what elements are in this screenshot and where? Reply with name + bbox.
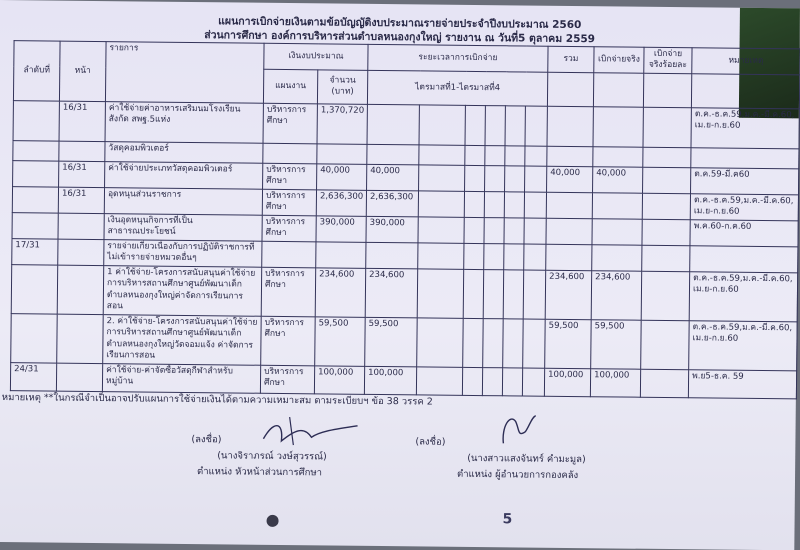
cell-amount: 390,000 [316,216,366,243]
cell-quarter-2 [419,165,465,191]
page-number: 5 [502,511,513,528]
cell-quarter-1 [367,104,419,145]
cell-seq [13,101,59,141]
cell-quarter-5 [505,106,525,146]
sign-left-name: (นางจิราภรณ์ วงษ์สุวรรณ์) [217,450,327,463]
cell-quarter-6 [524,244,546,270]
cell-quarter-1: 59,500 [365,317,418,366]
cell-remark: พ.ค.60-ก.ค.60 [690,220,798,247]
cell-quarter-4 [484,192,504,218]
cell-quarter-4 [483,318,504,367]
cell-quarter-5 [505,146,525,166]
cell-quarter-2 [418,217,464,243]
cell-quarter-6 [523,270,546,319]
cell-percent [643,147,691,168]
cell-seq [13,141,59,161]
cell-plan: บริหารการศึกษา [263,103,317,144]
header-page: หน้า [59,41,106,101]
cell-percent [641,320,690,369]
cell-remark: ต.ค.-ธ.ค.59,ม.ค.-มี.ค.60, เม.ย-ก.ย.60 [691,108,799,149]
cell-plan [263,143,317,164]
cell-quarter-5 [502,367,522,395]
header-total-blank [547,72,593,106]
cell-actual: 234,600 [591,271,642,320]
cell-plan: บริหารการศึกษา [262,215,316,242]
cell-plan: บริหารการศึกษา [263,163,317,190]
cell-quarter-4 [485,166,505,192]
cell-item: 1 ค่าใช้จ่าย-โครงการสนับสนุนค่าใช้จ่ายการบริหารสถานศึกษาศูนย์พัฒนาเด็กตำบลหนองกุงใหญ่ค่าจัดการเรียนการสอน [103,266,262,317]
cell-percent [643,107,691,148]
cell-quarter-3 [464,243,484,269]
cell-quarter-4 [484,218,504,244]
cell-total [547,106,593,146]
cell-plan: บริหารการศึกษา [261,267,316,316]
cell-quarter-2 [418,243,464,269]
cell-percent [642,245,690,272]
table-row [11,265,798,322]
cell-quarter-6 [524,192,546,218]
cell-amount: 2,636,300 [316,190,366,217]
header-plan: แผนงาน [263,69,317,104]
table-body [10,101,799,399]
cell-amount [317,144,367,165]
cell-item: รายจ่ายเกี่ยวเนื่องกับการปฏิบัติราชการที่ไม่เข้ารายจ่ายหมวดอื่นๆ [104,240,262,268]
cell-actual: 100,000 [590,368,640,397]
cell-total [546,244,592,270]
cell-amount [316,242,366,269]
cell-quarter-1: 100,000 [364,366,416,395]
cell-actual [593,147,643,168]
cell-seq [11,265,58,314]
cell-item: ค่าใช้จ่าย-ค่าจัดซื้อวัสดุกีฬาสำหรับหมู่บ้าน [102,363,260,393]
cell-quarter-6 [525,106,547,146]
cell-percent [642,219,690,246]
cell-remark [690,246,798,273]
cell-page [56,363,102,391]
header-remark: หมายเหตุ [692,48,800,75]
cell-quarter-2 [416,367,462,395]
cell-remark: ต.ค.-ธ.ค.59,ม.ค.-มี.ค.60, เม.ย-ก.ย.60 [689,321,798,371]
cell-page: 16/31 [59,101,105,141]
cell-seq: 17/31 [12,239,58,265]
header-percent: เบิกจ่ายจริงร้อยละ [644,47,692,73]
cell-percent [641,271,690,320]
cell-actual: 40,000 [593,167,643,194]
cell-remark: ต.ค.-ธ.ค.59,ม.ค.-มี.ค.60, เม.ย-ก.ย.60 [690,194,798,221]
disbursement-table [10,40,800,399]
header-actual: เบิกจ่ายจริง [594,47,644,73]
cell-plan: บริหารการศึกษา [261,316,316,365]
cell-amount: 1,370,720 [317,104,367,145]
cell-remark: ต.ค.59-มี.ค60 [691,168,799,195]
cell-quarter-3 [465,105,485,145]
cell-quarter-3 [462,367,482,395]
cell-seq [11,313,58,362]
header-amount: จำนวน (บาท) [317,70,367,105]
punch-hole [266,515,278,527]
sign-right-name: (นางสาวแสงจันทร์ คำมะมูล) [467,452,586,466]
cell-actual: 59,500 [591,320,642,369]
cell-page: 16/31 [59,161,105,187]
header-remark-blank [691,74,799,109]
cell-amount: 59,500 [315,317,366,366]
remark-note: หมายเหตุ **ในกรณีจำเป็นอาจปรับแผนการใช้จ่ายเงินได้ตามความเหมาะสม ตามระเบียบฯ ข้อ 38 วรรค 2 [1,392,433,408]
cell-total: 40,000 [547,166,593,192]
cell-total: 234,600 [545,270,592,319]
cell-plan: บริหารการศึกษา [262,189,316,216]
cell-quarter-2 [418,191,464,217]
cell-total [546,192,592,218]
cell-percent [642,193,690,220]
header-quarters: ไตรมาสที่1-ไตรมาสที่4 [367,70,547,106]
cell-total: 100,000 [544,368,590,396]
header-total: รวม [548,46,594,72]
title-line-1: แผนการเบิกจ่ายเงินตามข้อบัญญัติงบประมาณรายจ่ายประจำปีงบประมาณ 2560 [218,15,582,32]
cell-quarter-3 [464,217,484,243]
cell-quarter-5 [505,166,525,192]
cell-quarter-5 [503,270,524,319]
header-period: ระยะเวลาการเบิกจ่าย [368,44,548,72]
cell-quarter-3 [463,269,484,318]
cell-quarter-6 [522,368,544,396]
cell-seq [13,161,59,187]
cell-page [58,239,104,265]
cell-actual [593,107,643,148]
cell-plan [262,241,316,268]
cell-quarter-4 [482,367,502,395]
header-budget: เงินงบประมาณ [264,43,368,70]
cell-quarter-2 [417,269,464,318]
cell-quarter-3 [464,191,484,217]
cell-quarter-1 [366,242,418,269]
cell-page [57,265,104,314]
cell-quarter-4 [485,106,505,146]
sign-right-position: ตำแหน่ง ผู้อำนวยการกองคลัง [457,468,579,482]
cell-actual [592,193,642,220]
cell-total [546,218,592,244]
cell-quarter-2 [419,105,465,145]
signature-left [253,411,363,452]
cell-remark: ต.ค.-ธ.ค.59,ม.ค.-มี.ค.60, เม.ย-ก.ย.60 [689,272,798,322]
cell-total [547,146,593,166]
header-actual-blank [593,73,643,108]
cell-quarter-1: 2,636,300 [366,190,418,217]
cell-page [57,314,104,363]
cell-percent [640,369,688,398]
cell-quarter-1: 234,600 [365,268,418,317]
cell-item: วัสดุคอมพิวเตอร์ [105,142,263,164]
header-percent-blank [643,73,691,108]
cell-quarter-1: 390,000 [366,216,418,243]
cell-quarter-4 [483,270,504,319]
cell-actual [592,245,642,272]
cell-seq: 24/31 [10,362,56,390]
title-line-2: ส่วนการศึกษา องค์การบริหารส่วนตำบลหนองกุงใหญ่ รายงาน ณ วันที่5 ตุลาคม 2559 [204,29,596,46]
cell-quarter-1: 40,000 [367,164,419,191]
header-seq: ลำดับที่ [13,41,60,101]
cell-quarter-5 [503,319,524,368]
cell-seq [12,187,58,213]
cell-quarter-3 [463,318,484,367]
cell-item: ค่าใช้จ่ายค่าอาหารเสริมนมโรงเรียนสังกัด สพฐ.5แห่ง [105,102,263,144]
cell-percent [643,167,691,194]
cell-page: 16/31 [58,187,104,213]
cell-quarter-6 [525,146,547,166]
cell-quarter-3 [465,145,485,165]
cell-amount: 234,600 [315,268,366,317]
cell-remark [691,148,799,169]
table-row [11,313,798,370]
cell-item: เงินอุดหนุนกิจการที่เป็นสาธารณประโยชน์ [104,214,262,242]
sign-left-label: (ลงชื่อ) [191,434,222,446]
cell-quarter-4 [485,146,505,166]
cell-quarter-2 [419,145,465,165]
cell-page [58,213,104,239]
cell-plan: บริหารการศึกษา [260,365,314,394]
cell-seq [12,213,58,239]
cell-quarter-6 [525,166,547,192]
cell-quarter-1 [367,144,419,165]
cell-item: ค่าใช้จ่ายประเภทวัสดุคอมพิวเตอร์ [105,162,263,190]
signature-right [489,407,549,448]
cell-quarter-6 [523,319,546,368]
cell-quarter-2 [417,318,464,367]
sign-right-label: (ลงชื่อ) [415,436,446,448]
cell-quarter-4 [484,244,504,270]
cell-quarter-3 [465,165,485,191]
header-item: รายการ [105,42,264,104]
sign-left-position: ตำแหน่ง หัวหน้าส่วนการศึกษา [197,466,323,479]
cell-quarter-6 [524,218,546,244]
cell-remark: พ.ย5-ธ.ค. 59 [688,369,796,398]
cell-item: 2. ค่าใช้จ่าย-โครงการสนับสนุนค่าใช้จ่ายการบริหารสถานศึกษาศูนย์พัฒนาเด็กตำบลหนองกุงใหญ่วัดจอมแจ้ง ค่าจัดการเรียนการสอน [103,314,262,365]
cell-item: อุดหนุนส่วนราชการ [104,188,262,216]
cell-actual [592,219,642,246]
cell-quarter-5 [504,218,524,244]
cell-quarter-5 [504,244,524,270]
cell-page [59,141,105,161]
cell-amount: 40,000 [317,164,367,191]
cell-quarter-5 [504,192,524,218]
cell-total: 59,500 [545,319,592,368]
cell-amount: 100,000 [314,366,364,395]
